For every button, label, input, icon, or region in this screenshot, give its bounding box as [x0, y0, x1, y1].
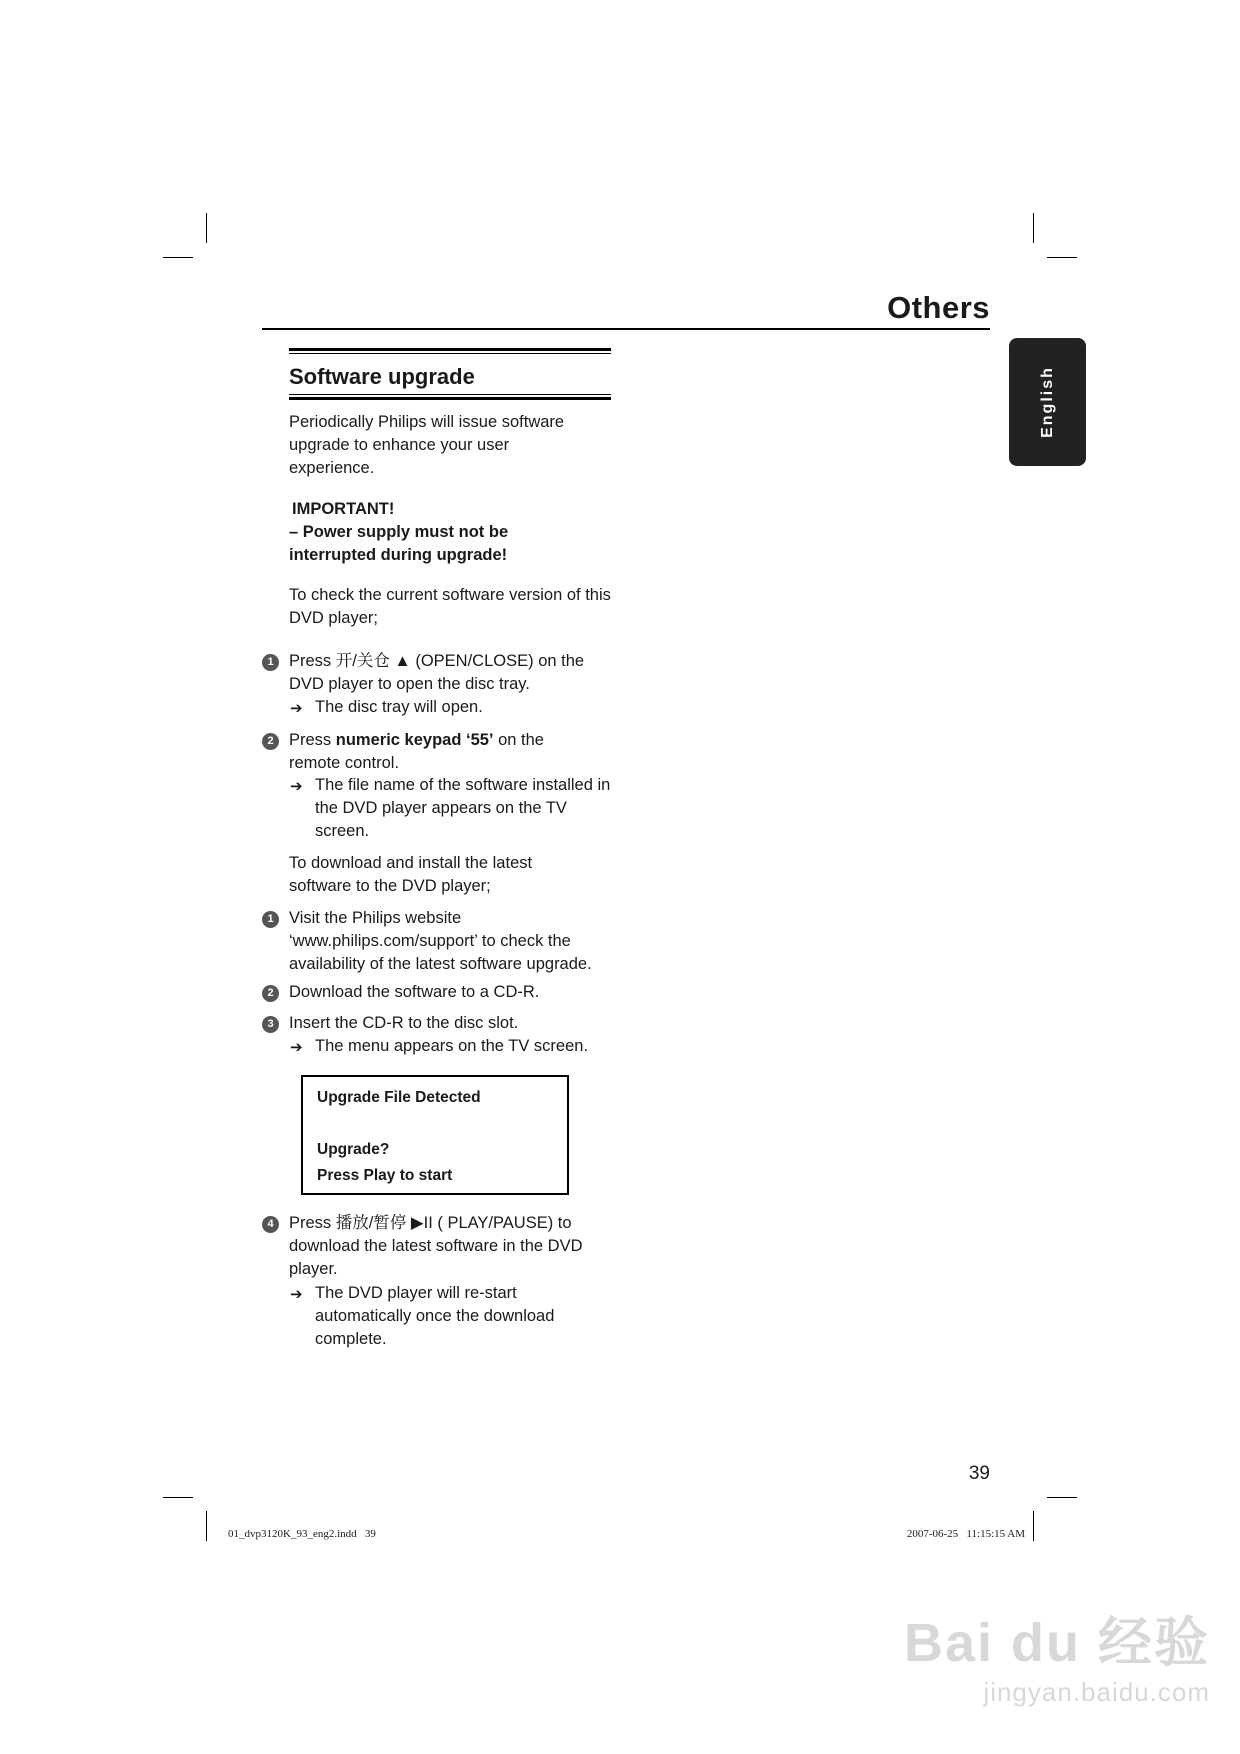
download-intro: To download and install the latest software to the DVD player; — [289, 854, 533, 895]
slug-file-info: 01_dvp3120K_93_eng2.indd 39 — [228, 1528, 376, 1540]
slug-date-info: 2007-06-25 11:15:15 AM — [906, 1528, 1025, 1540]
final-step-result: The DVD player will re-start automatically once the download complete. — [315, 1284, 555, 1348]
important-text: – Power supply must not be interrupted during upgrade! — [289, 523, 509, 564]
download-step-3-text: Insert the CD-R to the disc slot. — [289, 1014, 519, 1032]
download-step-1-text: Visit the Philips website ‘www.philips.com/support’ to check the availability of the latest software upgrade. — [289, 909, 592, 973]
tv-osd-message-box — [301, 1075, 569, 1195]
language-tab-label: English — [1038, 366, 1056, 438]
check-step-2-text — [289, 729, 589, 775]
section-rule-bottom — [289, 397, 611, 400]
step-number-badge: 1 — [262, 654, 279, 671]
check-step-2-post: on the remote control. — [289, 731, 544, 772]
crop-mark — [206, 1511, 207, 1541]
crop-mark — [1033, 213, 1034, 243]
check-step-1-result: The disc tray will open. — [315, 698, 483, 716]
download-step-2-text: Download the software to a CD-R. — [289, 983, 540, 1001]
crop-mark — [206, 213, 207, 243]
step-number-badge: 1 — [262, 911, 279, 928]
section-rule-bottom-thin — [289, 394, 611, 395]
crop-mark — [1047, 257, 1077, 258]
language-tab — [1009, 338, 1086, 466]
osd-line-2: Upgrade? — [317, 1141, 390, 1158]
crop-mark — [163, 1497, 193, 1498]
crop-mark — [163, 257, 193, 258]
important-heading: IMPORTANT! — [292, 500, 395, 518]
section-rule-top-thin — [289, 353, 611, 354]
arrow-icon: ➔ — [290, 700, 303, 717]
arrow-icon: ➔ — [290, 1039, 303, 1056]
check-intro: To check the current software version of this DVD player; — [289, 586, 611, 627]
intro-paragraph: Periodically Philips will issue software upgrade to enhance your user experience. — [289, 413, 565, 477]
watermark — [904, 1600, 1210, 1708]
step-number-badge: 4 — [262, 1216, 279, 1233]
watermark-logo: Bai du 经验 — [903, 1613, 1210, 1673]
page-number: 39 — [968, 1463, 990, 1484]
download-step-3-result: The menu appears on the TV screen. — [315, 1037, 589, 1055]
watermark-site: jingyan.baidu.com — [983, 1677, 1210, 1707]
check-step-1-text: Press 开/关仓 ▲ (OPEN/CLOSE) on the DVD player to open the disc tray. — [289, 652, 585, 693]
page-title: Others — [887, 290, 990, 325]
check-step-2-key: numeric keypad ‘55’ — [335, 731, 494, 749]
osd-line-1: Upgrade File Detected — [317, 1089, 481, 1106]
step-number-badge: 2 — [262, 985, 279, 1002]
header-rule — [262, 328, 990, 330]
section-title: Software upgrade — [289, 364, 475, 389]
crop-mark — [1033, 1511, 1034, 1541]
check-step-2-pre: Press — [289, 731, 336, 749]
final-step-text: Press 播放/暂停 ▶II ( PLAY/PAUSE) to download the latest software in the DVD player. — [289, 1214, 583, 1278]
section-rule-top — [289, 348, 611, 351]
step-number-badge: 3 — [262, 1016, 279, 1033]
arrow-icon: ➔ — [290, 1286, 303, 1303]
step-number-badge: 2 — [262, 733, 279, 750]
check-step-2-result: The file name of the software installed in the DVD player appears on the TV screen. — [315, 776, 611, 840]
osd-line-3: Press Play to start — [317, 1167, 453, 1184]
arrow-icon: ➔ — [290, 778, 303, 795]
crop-mark — [1047, 1497, 1077, 1498]
